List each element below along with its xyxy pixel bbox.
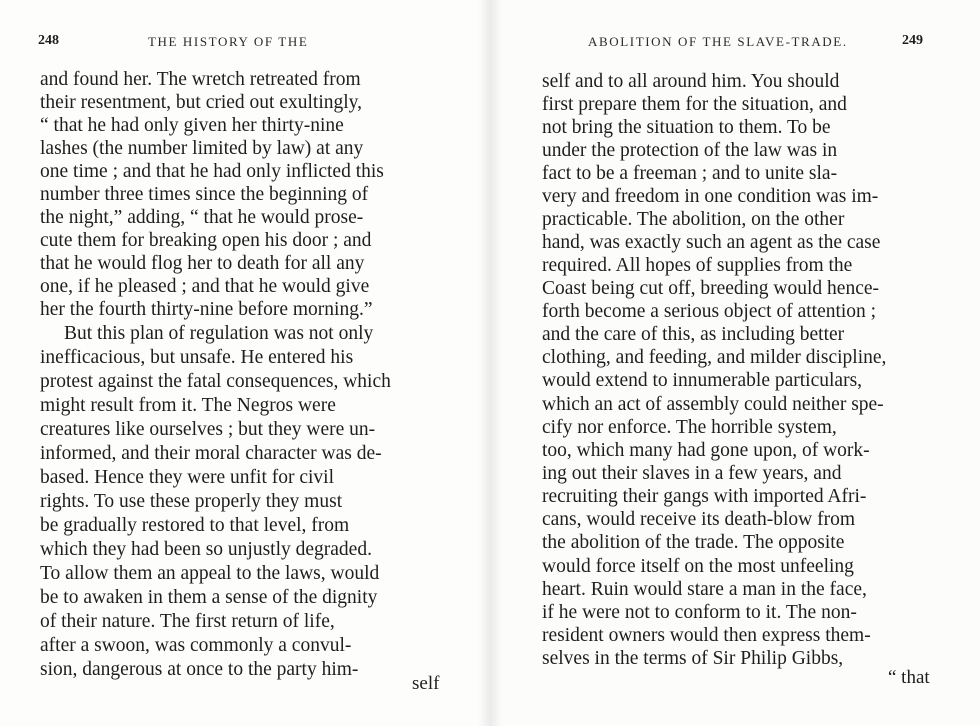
text-line: under the protection of the law was in (542, 140, 838, 161)
text-line: creatures like ourselves ; but they were un- (40, 419, 376, 440)
right-page-number: 249 (902, 33, 923, 48)
text-line: one, if he pleased ; and that he would give (40, 276, 370, 297)
text-line: number three times since the beginning of (40, 184, 369, 205)
book-gutter (478, 0, 502, 726)
text-line: her the fourth thirty-nine before morning.” (40, 299, 373, 320)
left-running-head: THE HISTORY OF THE (148, 34, 309, 49)
left-catchword: self (412, 673, 440, 694)
text-line: inefficacious, but unsafe. He entered his (40, 347, 354, 368)
left-page-number: 248 (38, 33, 59, 48)
text-line: recruiting their gangs with imported Afri- (542, 486, 867, 507)
text-line: and the care of this, as including better (542, 324, 845, 345)
text-line: But this plan of regulation was not only (64, 323, 374, 344)
text-line: clothing, and feeding, and milder discipline, (542, 347, 887, 368)
text-line: if he were not to conform to it. The non- (542, 602, 857, 623)
text-line: required. All hopes of supplies from the (542, 255, 853, 276)
text-line: protest against the fatal consequences, which (40, 371, 391, 392)
right-running-head: ABOLITION OF THE SLAVE-TRADE. (588, 34, 848, 49)
text-line: one time ; and that he had only inflicted this (40, 161, 384, 182)
text-line: their resentment, but cried out exultingly, (40, 92, 363, 113)
text-line: cify nor enforce. The horrible system, (542, 417, 837, 438)
text-line: “ that he had only given her thirty-nine (40, 115, 344, 136)
text-line: that he would flog her to death for all any (40, 253, 365, 274)
text-line: Coast being cut off, breeding would hence- (542, 278, 880, 299)
text-line: would force itself on the most unfeeling (542, 556, 854, 577)
text-line: sion, dangerous at once to the party him- (40, 659, 359, 680)
text-line: very and freedom in one condition was im- (542, 186, 879, 207)
text-line: first prepare them for the situation, and (542, 94, 847, 115)
text-line: practicable. The abolition, on the other (542, 209, 845, 230)
text-line: not bring the situation to them. To be (542, 117, 831, 138)
text-line: To allow them an appeal to the laws, would (40, 563, 380, 584)
text-line: cans, would receive its death-blow from (542, 509, 855, 530)
text-line: the night,” adding, “ that he would prose- (40, 207, 364, 228)
text-line: might result from it. The Negros were (40, 395, 336, 416)
right-catchword: “ that (888, 667, 930, 688)
text-line: resident owners would then express them- (542, 625, 871, 646)
text-line: be gradually restored to that level, from (40, 515, 350, 536)
text-line: after a swoon, was commonly a convul- (40, 635, 352, 656)
text-line: which they had been so unjustly degraded. (40, 539, 372, 560)
text-line: the abolition of the trade. The opposite (542, 532, 845, 553)
text-line: would extend to innumerable particulars, (542, 370, 863, 391)
text-line: selves in the terms of Sir Philip Gibbs, (542, 648, 844, 669)
text-line: rights. To use these properly they must (40, 491, 343, 512)
text-line: forth become a serious object of attention ; (542, 301, 877, 322)
text-line: and found her. The wretch retreated from (40, 69, 361, 90)
text-line: self and to all around him. You should (542, 71, 840, 92)
text-line: of their nature. The first return of life, (40, 611, 335, 632)
text-line: too, which many had gone upon, of work- (542, 440, 870, 461)
text-line: heart. Ruin would stare a man in the face, (542, 579, 867, 600)
text-line: be to awaken in them a sense of the dignity (40, 587, 378, 608)
text-line: cute them for breaking open his door ; and (40, 230, 372, 251)
text-line: which an act of assembly could neither spe- (542, 394, 884, 415)
text-line: ing out their slaves in a few years, and (542, 463, 842, 484)
text-line: informed, and their moral character was de- (40, 443, 382, 464)
text-line: hand, was exactly such an agent as the case (542, 232, 881, 253)
text-line: based. Hence they were unfit for civil (40, 467, 335, 488)
text-line: lashes (the number limited by law) at any (40, 138, 364, 159)
text-line: fact to be a freeman ; and to unite sla- (542, 163, 838, 184)
